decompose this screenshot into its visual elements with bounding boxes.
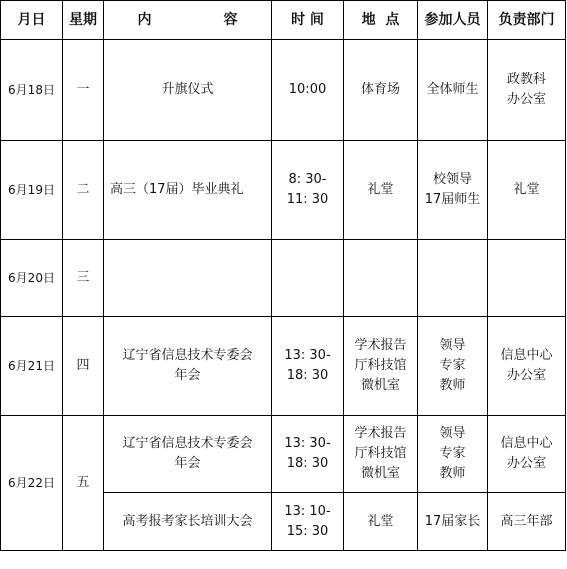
- header-department: 负责部门: [488, 1, 566, 40]
- content-cell: 高考报考家长培训大会: [104, 493, 272, 551]
- weekday-cell: 二: [63, 141, 104, 240]
- header-content: [104, 1, 272, 40]
- time-cell: 13: 30- 18: 30: [272, 416, 344, 493]
- location-cell: 体育场: [344, 40, 418, 141]
- location-cell: 礼堂: [344, 493, 418, 551]
- participants-cell: 17届家长: [418, 493, 488, 551]
- department-cell: 信息中心 办公室: [488, 317, 566, 416]
- content-cell: 高三（17届）毕业典礼: [104, 141, 272, 240]
- weekday-cell: 四: [63, 317, 104, 416]
- weekday-cell: 五: [63, 416, 104, 551]
- date-cell: 6月18日: [1, 40, 63, 141]
- header-weekday: 星期: [63, 1, 104, 40]
- time-cell: 10:00: [272, 40, 344, 141]
- participants-cell: 全体师生: [418, 40, 488, 141]
- department-cell: 政教科 办公室: [488, 40, 566, 141]
- date-cell: 6月22日: [1, 416, 63, 551]
- header-content-a: 内: [137, 12, 152, 28]
- location-cell: 学术报告 厅科技馆 微机室: [344, 416, 418, 493]
- participants-cell: 领导 专家 教师: [418, 416, 488, 493]
- date-cell: 6月21日: [1, 317, 63, 416]
- content-cell: 升旗仪式: [104, 40, 272, 141]
- department-cell: 高三年部: [488, 493, 566, 551]
- time-cell: 8: 30- 11: 30: [272, 141, 344, 240]
- department-cell: 礼堂: [488, 141, 566, 240]
- time-cell: 13: 10- 15: 30: [272, 493, 344, 551]
- date-cell: 6月19日: [1, 141, 63, 240]
- table-row: [1, 40, 566, 141]
- participants-cell: [418, 240, 488, 317]
- participants-cell: 领导 专家 教师: [418, 317, 488, 416]
- table-row: [1, 141, 566, 240]
- location-cell: 学术报告 厅科技馆 微机室: [344, 317, 418, 416]
- header-row: [1, 1, 566, 40]
- date-cell: 6月20日: [1, 240, 63, 317]
- header-location: 地 点: [344, 1, 418, 40]
- content-cell: 辽宁省信息技术专委会 年会: [104, 416, 272, 493]
- participants-cell: 校领导 17届师生: [418, 141, 488, 240]
- weekday-cell: 一: [63, 40, 104, 141]
- content-cell: [104, 240, 272, 317]
- location-cell: [344, 240, 418, 317]
- table-row: [1, 317, 566, 416]
- table-row: [1, 416, 566, 493]
- header-content-b: 容: [223, 12, 238, 28]
- time-cell: [272, 240, 344, 317]
- location-cell: 礼堂: [344, 141, 418, 240]
- table-row: [1, 240, 566, 317]
- time-cell: 13: 30- 18: 30: [272, 317, 344, 416]
- content-cell: 辽宁省信息技术专委会 年会: [104, 317, 272, 416]
- department-cell: [488, 240, 566, 317]
- department-cell: 信息中心 办公室: [488, 416, 566, 493]
- header-time: 时 间: [272, 1, 344, 40]
- header-participants: 参加人员: [418, 1, 488, 40]
- header-date: 月日: [1, 1, 63, 40]
- weekday-cell: 三: [63, 240, 104, 317]
